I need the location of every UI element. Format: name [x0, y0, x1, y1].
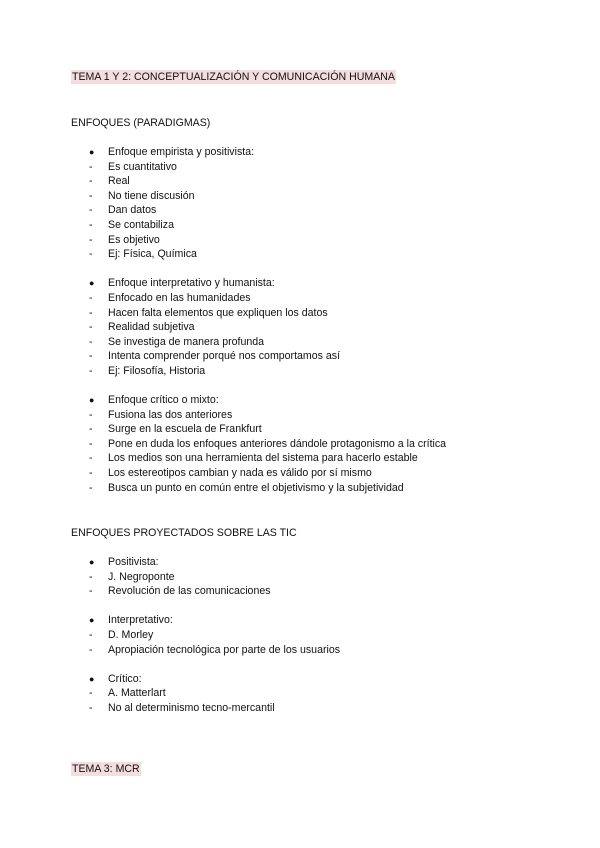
dash-icon: - — [89, 306, 93, 319]
list-item — [0, 451, 600, 466]
list-item-text: Hacen falta elementos que expliquen los datos — [108, 306, 328, 319]
list-item — [0, 628, 600, 643]
list-item-text: Pone en duda los enfoques anteriores dándole protagonismo a la crítica — [108, 437, 447, 450]
list-item — [0, 408, 600, 423]
dash-icon: - — [89, 335, 93, 348]
dash-icon: - — [89, 701, 93, 714]
dash-icon: - — [89, 291, 93, 304]
tic-list — [0, 555, 600, 716]
list-item — [0, 233, 600, 248]
bullet-icon: ● — [89, 673, 95, 684]
list-item-text: Ej: Física, Química — [108, 248, 197, 261]
list-item-text: Enfocado en las humanidades — [108, 291, 251, 304]
tic-positivista-bullet — [0, 555, 600, 570]
tema-1-2-heading-text: TEMA 1 Y 2: CONCEPTUALIZACIÓN Y COMUNICACIÓN HUMANA — [72, 71, 395, 83]
dash-icon: - — [89, 248, 93, 261]
spacer — [0, 262, 600, 277]
enfoques-list — [0, 145, 600, 495]
list-item — [0, 218, 600, 233]
list-item — [0, 437, 600, 452]
list-item — [0, 686, 600, 701]
list-item — [0, 481, 600, 496]
spacer — [0, 599, 600, 614]
tic-interpretativo-bullet — [0, 613, 600, 628]
list-item-text: D. Morley — [108, 628, 154, 641]
bullet-icon: ● — [89, 147, 95, 157]
list-item-text: Se contabiliza — [108, 218, 174, 231]
tema-1-2-heading — [71, 70, 396, 84]
list-item — [0, 570, 600, 585]
list-item — [0, 160, 600, 175]
spacer — [0, 379, 600, 394]
list-item-text: Realidad subjetiva — [108, 321, 195, 334]
enfoque-empirista-bullet — [0, 145, 600, 160]
list-item-text: Dan datos — [108, 204, 157, 217]
dash-icon: - — [89, 204, 93, 217]
list-item-text: Se investiga de manera profunda — [108, 335, 265, 348]
enfoques-section-title: ENFOQUES (PARADIGMAS) — [71, 117, 211, 129]
dash-icon: - — [89, 423, 93, 436]
tic-section-title: ENFOQUES PROYECTADOS SOBRE LAS TIC — [71, 527, 297, 539]
dash-icon: - — [89, 408, 93, 421]
bullet-icon: ● — [89, 278, 95, 289]
enfoque-interpretativo-bullet — [0, 276, 600, 291]
bullet-text: Crítico: — [108, 672, 142, 685]
list-item-text: A. Matterlart — [108, 687, 166, 700]
dash-icon: - — [89, 628, 93, 641]
tema-3-heading-text: TEMA 3: MCR — [72, 763, 140, 775]
list-item-text: Es objetivo — [108, 233, 160, 246]
tema-3-heading — [71, 762, 141, 776]
list-item-text: Surge en la escuela de Frankfurt — [108, 423, 262, 436]
list-item — [0, 364, 600, 379]
dash-icon: - — [89, 643, 93, 656]
dash-icon: - — [89, 175, 93, 188]
bullet-text: Enfoque crítico o mixto: — [108, 394, 219, 407]
list-item-text: Intenta comprender porqué nos comportamos así — [108, 350, 341, 363]
list-item — [0, 174, 600, 189]
dash-icon: - — [89, 687, 93, 700]
list-item — [0, 422, 600, 437]
list-item-text: No tiene discusión — [108, 189, 195, 202]
dash-icon: - — [89, 364, 93, 377]
spacer — [0, 657, 600, 672]
bullet-icon: ● — [89, 557, 95, 567]
list-item — [0, 335, 600, 350]
enfoque-critico-bullet — [0, 393, 600, 408]
dash-icon: - — [89, 437, 93, 450]
list-item-text: Ej: Filosofía, Historia — [108, 364, 206, 377]
bullet-text: Enfoque interpretativo y humanista: — [108, 277, 275, 290]
dash-icon: - — [89, 467, 93, 480]
list-item-text: Busca un punto en común entre el objetivismo y la subjetividad — [108, 481, 404, 494]
tic-critico-bullet — [0, 672, 600, 687]
list-item-text: Los medios son una herramienta del sistema para hacerlo estable — [108, 452, 418, 465]
list-item-text: Revolución de las comunicaciones — [108, 585, 271, 598]
list-item-text: Es cuantitativo — [108, 160, 177, 173]
bullet-text: Enfoque empirista y positivista: — [108, 146, 255, 158]
list-item — [0, 306, 600, 321]
dash-icon: - — [89, 233, 93, 246]
dash-icon: - — [89, 570, 93, 583]
dash-icon: - — [89, 218, 93, 231]
bullet-icon: ● — [89, 615, 95, 626]
list-item — [0, 643, 600, 658]
list-item — [0, 584, 600, 599]
dash-icon: - — [89, 585, 93, 598]
list-item-text: Real — [108, 175, 130, 188]
list-item-text: No al determinismo tecno-mercantil — [108, 701, 275, 714]
list-item — [0, 466, 600, 481]
dash-icon: - — [89, 160, 93, 173]
dash-icon: - — [89, 189, 93, 202]
list-item — [0, 349, 600, 364]
dash-icon: - — [89, 350, 93, 363]
list-item-text: J. Negroponte — [108, 570, 175, 583]
bullet-icon: ● — [89, 395, 95, 406]
list-item — [0, 320, 600, 335]
list-item-text: Apropiación tecnológica por parte de los usuarios — [108, 643, 341, 656]
bullet-text: Interpretativo: — [108, 614, 173, 627]
list-item — [0, 701, 600, 716]
list-item — [0, 189, 600, 204]
list-item — [0, 291, 600, 306]
list-item — [0, 203, 600, 218]
list-item-text: Los estereotipos cambian y nada es válido por sí mismo — [108, 467, 372, 480]
dash-icon: - — [89, 321, 93, 334]
dash-icon: - — [89, 452, 93, 465]
list-item — [0, 247, 600, 262]
dash-icon: - — [89, 481, 93, 494]
bullet-text: Positivista: — [108, 556, 159, 568]
list-item-text: Fusiona las dos anteriores — [108, 408, 233, 421]
